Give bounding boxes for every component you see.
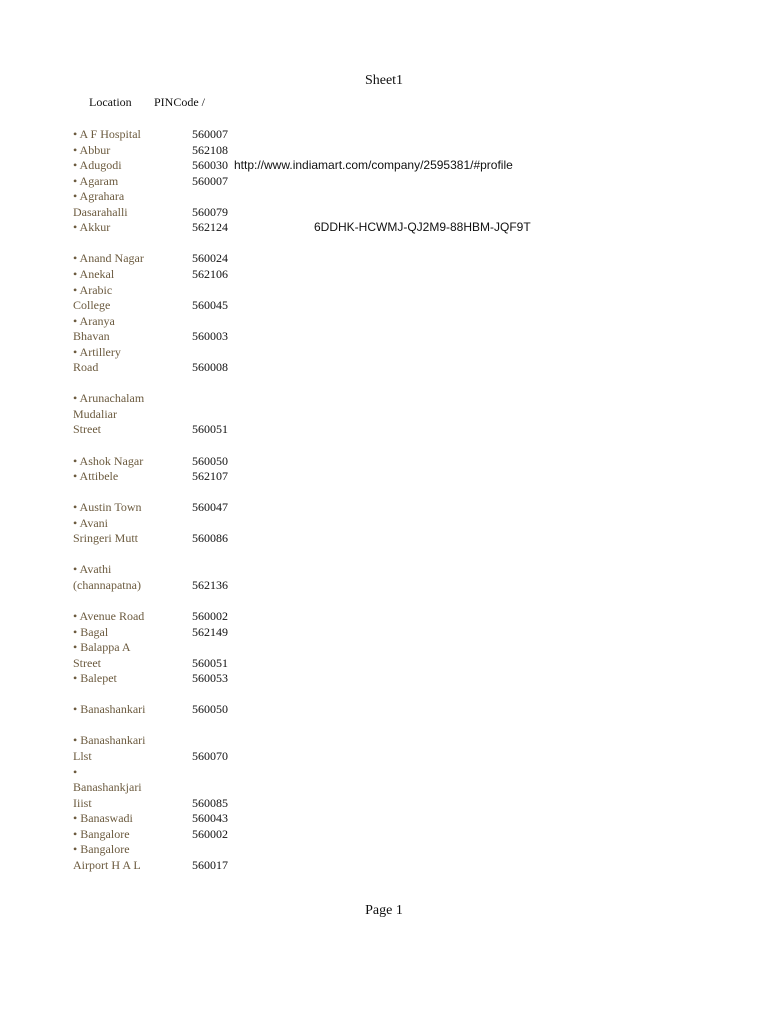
location-cell: • Balepet xyxy=(73,671,117,685)
location-cell: • Banaswadi xyxy=(73,811,133,825)
location-cell: Airport H A L xyxy=(73,858,141,872)
pincode-cell: 562108 xyxy=(192,143,228,157)
location-cell: • Anekal xyxy=(73,267,115,281)
location-cell: • Abbur xyxy=(73,143,111,157)
location-cell: Road xyxy=(73,360,99,374)
location-cell: • Arabic xyxy=(73,283,113,297)
location-cell: Street xyxy=(73,656,101,670)
pincode-header: PINCode / xyxy=(154,95,205,109)
location-cell: • Avenue Road xyxy=(73,609,145,623)
pincode-cell: 560007 xyxy=(192,127,228,141)
pincode-cell: 560086 xyxy=(192,531,228,545)
pincode-cell: 562124 xyxy=(192,220,228,234)
location-cell: • A F Hospital xyxy=(73,127,141,141)
pincode-cell: 562136 xyxy=(192,578,228,592)
location-cell: • Bangalore xyxy=(73,842,130,856)
location-cell: Mudaliar xyxy=(73,407,117,421)
location-cell: • xyxy=(73,765,78,779)
key-cell: 6DDHK-HCWMJ-QJ2M9-88HBM-JQF9T xyxy=(314,220,531,234)
location-cell: • Attibele xyxy=(73,469,119,483)
pincode-cell: 560079 xyxy=(192,205,228,219)
pincode-cell: 560050 xyxy=(192,454,228,468)
pincode-cell: 560003 xyxy=(192,329,228,343)
location-cell: • Avathi xyxy=(73,562,112,576)
pincode-cell: 560007 xyxy=(192,174,228,188)
pincode-cell: 560008 xyxy=(192,360,228,374)
pincode-cell: 560002 xyxy=(192,609,228,623)
pincode-cell: 562106 xyxy=(192,267,228,281)
pincode-cell: 560045 xyxy=(192,298,228,312)
pincode-cell: 560070 xyxy=(192,749,228,763)
pincode-cell: 560030 xyxy=(192,158,228,172)
pincode-cell: 560051 xyxy=(192,656,228,670)
pincode-cell: 560050 xyxy=(192,702,228,716)
url-cell: http://www.indiamart.com/company/2595381/#profile xyxy=(234,158,513,172)
location-cell: Banashankjari xyxy=(73,780,142,794)
location-cell: • Banashankari xyxy=(73,733,146,747)
pincode-cell: 560002 xyxy=(192,827,228,841)
location-cell: • Banashankari xyxy=(73,702,146,716)
location-header: Location xyxy=(89,95,132,109)
pincode-cell: 560017 xyxy=(192,858,228,872)
sheet-title: Sheet1 xyxy=(364,73,404,88)
location-cell: • Aranya xyxy=(73,314,115,328)
pincode-cell: 560053 xyxy=(192,671,228,685)
location-cell: • Akkur xyxy=(73,220,111,234)
page-footer: Page 1 xyxy=(365,903,403,918)
location-cell: (channapatna) xyxy=(73,578,141,592)
location-cell: • Bangalore xyxy=(73,827,130,841)
pincode-cell: 562149 xyxy=(192,625,228,639)
location-cell: Dasarahalli xyxy=(73,205,128,219)
location-cell: • Bagal xyxy=(73,625,109,639)
location-cell: • Avani xyxy=(73,516,108,530)
pincode-cell: 560051 xyxy=(192,422,228,436)
pincode-cell: 562107 xyxy=(192,469,228,483)
location-cell: Llst xyxy=(73,749,92,763)
location-cell: • Balappa A xyxy=(73,640,131,654)
location-cell: • Artillery xyxy=(73,345,121,359)
pincode-cell: 560085 xyxy=(192,796,228,810)
location-cell: Sringeri Mutt xyxy=(73,531,138,545)
pincode-cell: 560024 xyxy=(192,251,228,265)
location-cell: • Arunachalam xyxy=(73,391,145,405)
location-cell: • Ashok Nagar xyxy=(73,454,144,468)
location-cell: • Agaram xyxy=(73,174,119,188)
location-cell: • Adugodi xyxy=(73,158,122,172)
pincode-cell: 560043 xyxy=(192,811,228,825)
location-cell: • Agrahara xyxy=(73,189,125,203)
location-cell: College xyxy=(73,298,111,312)
location-cell: • Anand Nagar xyxy=(73,251,144,265)
location-cell: Street xyxy=(73,422,101,436)
location-cell: • Austin Town xyxy=(73,500,142,514)
location-cell: Bhavan xyxy=(73,329,110,343)
pincode-cell: 560047 xyxy=(192,500,228,514)
location-cell: Iiist xyxy=(73,796,92,810)
